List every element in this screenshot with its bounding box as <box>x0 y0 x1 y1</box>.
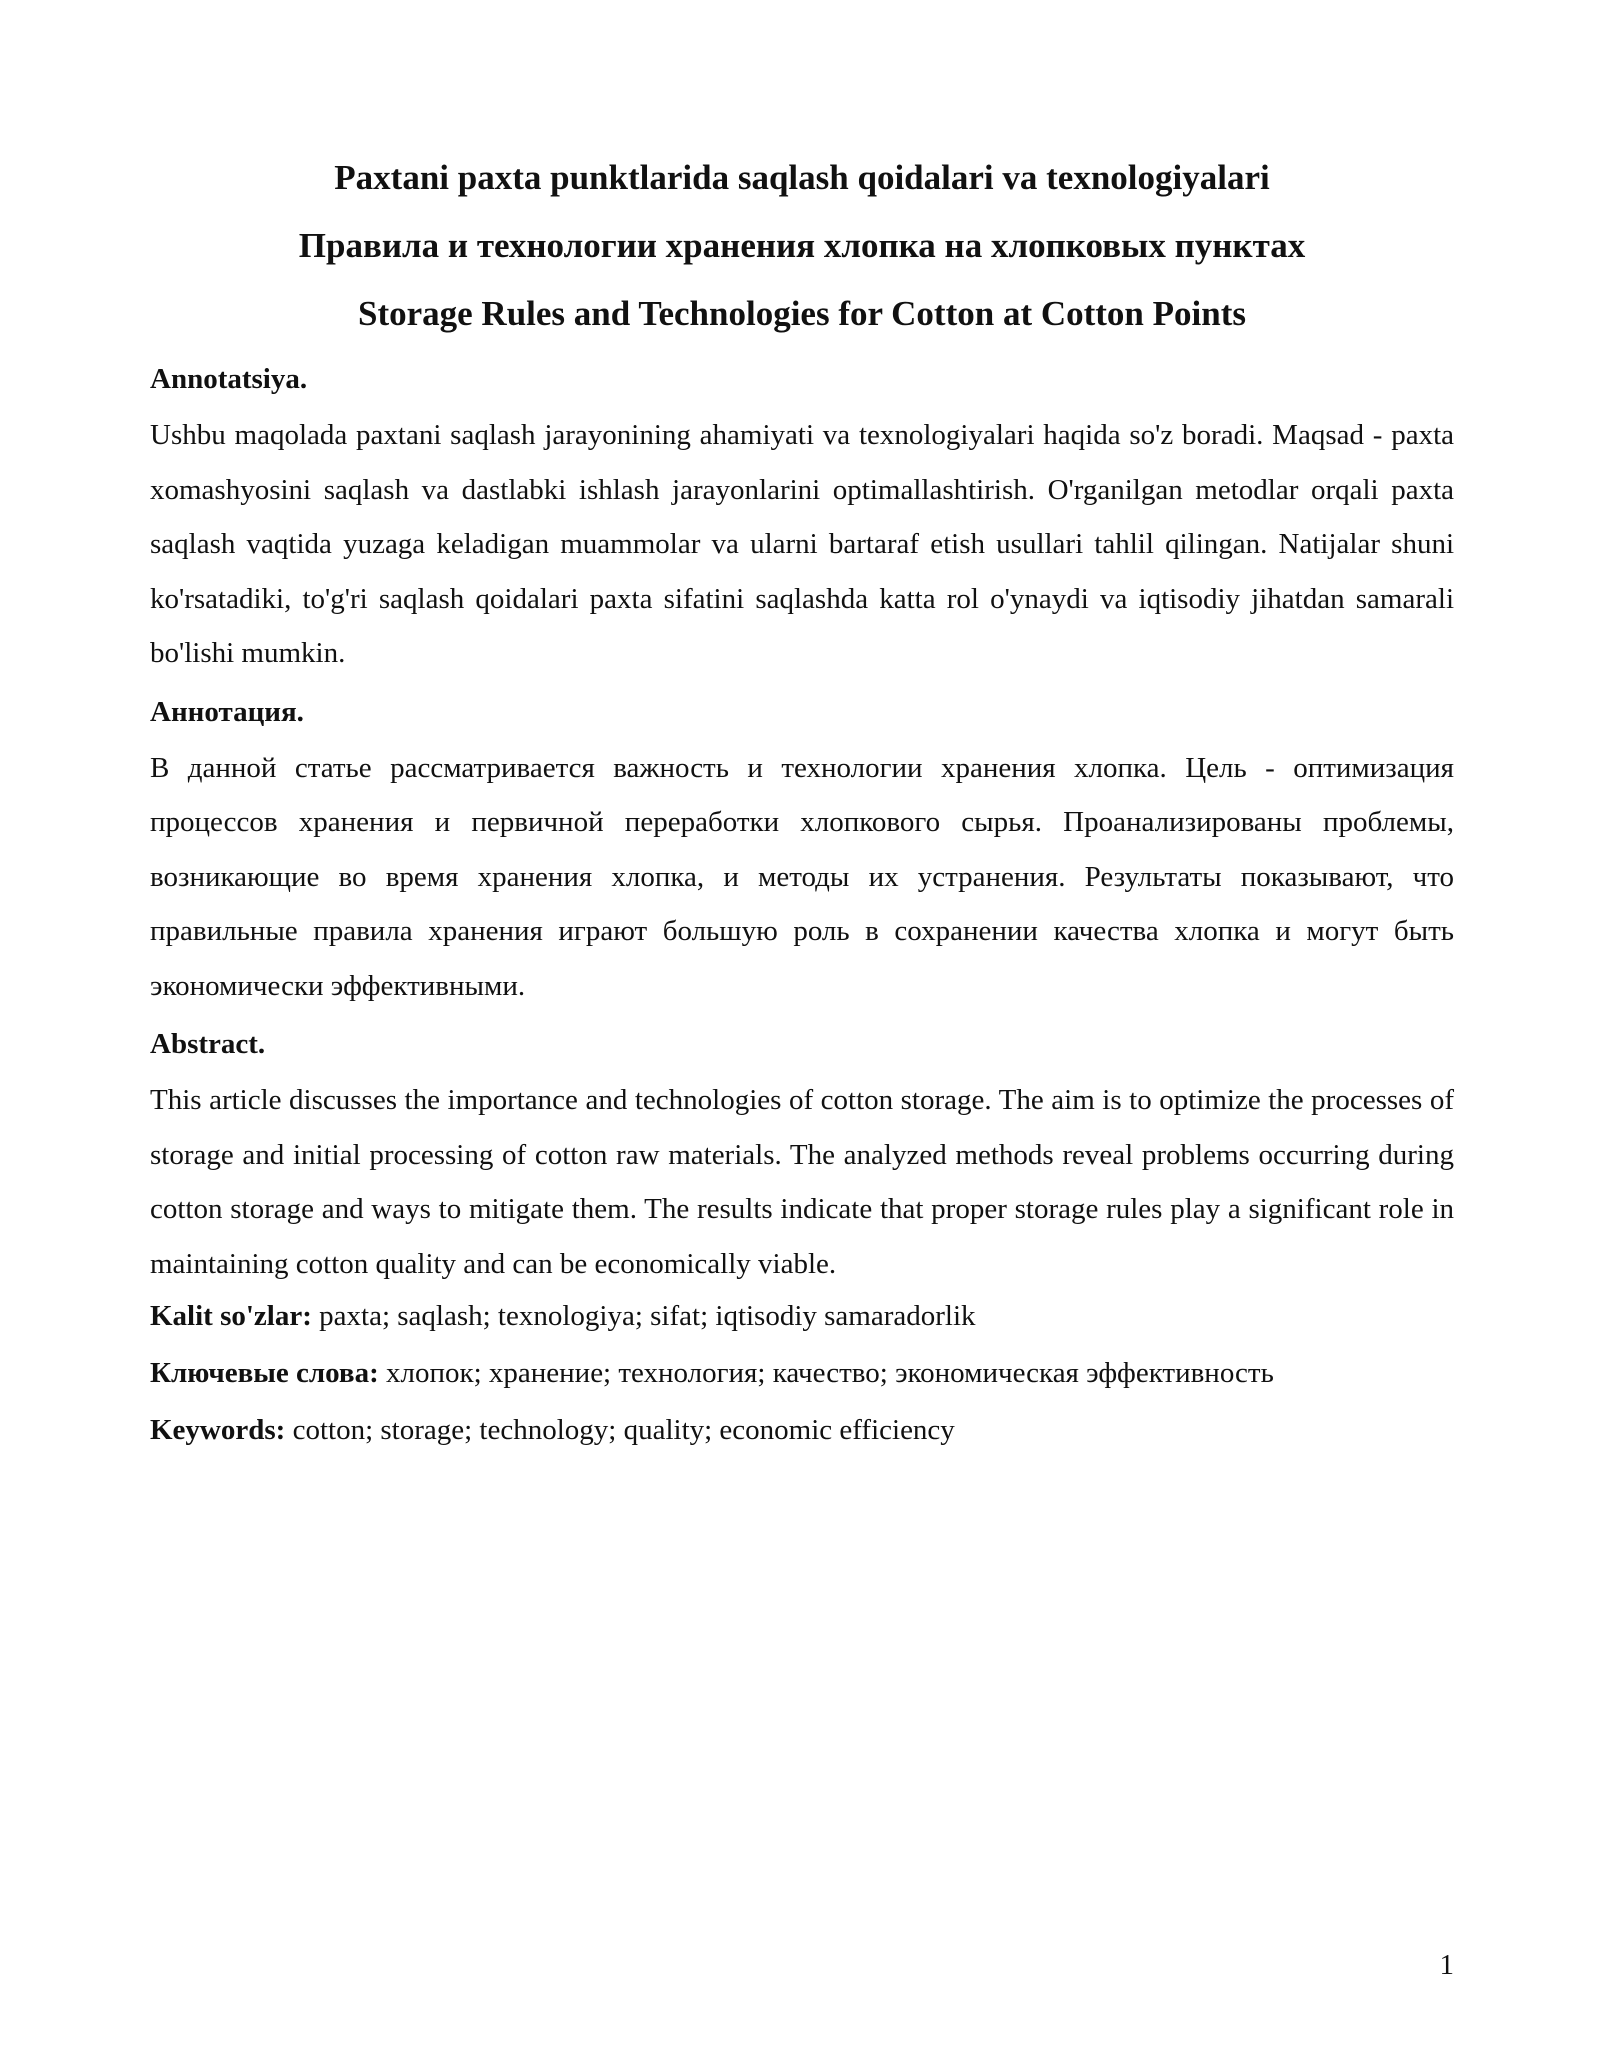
keywords-en <box>150 1411 1454 1449</box>
page-content <box>150 144 1454 1468</box>
keywords-ru <box>150 1354 1454 1392</box>
title-uzbek: Paxtani paxta punktlarida saqlash qoidalari va texnologiyalari <box>334 158 1270 197</box>
keywords-ru-value: хлопок; хранение; технология; качество; экономическая эффективность <box>378 1357 1274 1389</box>
keywords-en-label: Keywords: <box>150 1414 286 1446</box>
annotation-uz-text: Ushbu maqolada paxtani saqlash jarayonining ahamiyati va texnologiyalari haqida so'z boradi. Maqsad - paxta xomashyosini saqlash va dastlabki ishlash jarayonlarini optimallashtirish. O'rganilgan metodlar orqali paxta saqlash vaqtida yuzaga keladigan muammolar va ularni bartaraf etish usullari tahlil qilingan. Natijalar shuni ko'rsatadiki, to'g'ri saqlash qoidalari paxta sifatini saqlashda katta rol o'ynaydi va iqtisodiy jihatdan samarali bo'lishi mumkin. <box>150 419 1454 669</box>
annotation-ru-heading: Аннотация. <box>150 695 304 728</box>
abstract-en-heading: Abstract. <box>150 1028 266 1060</box>
keywords-ru-label: Ключевые слова: <box>150 1357 379 1389</box>
keywords-uz-value: paxta; saqlash; texnologiya; sifat; iqtisodiy samaradorlik <box>311 1300 976 1332</box>
abstract-en-text: This article discusses the importance and technologies of cotton storage. The aim is to optimize the processes of storage and initial processing of cotton raw materials. The analyzed methods reveal problems occurring during cotton storage and ways to mitigate them. The results indicate that proper storage rules play a significant role in maintaining cotton quality and can be economically viable. <box>150 1084 1454 1280</box>
title-english: Storage Rules and Technologies for Cotton at Cotton Points <box>357 294 1246 333</box>
keywords-en-value: cotton; storage; technology; quality; economic efficiency <box>285 1414 955 1446</box>
keywords-uz <box>150 1297 1454 1335</box>
page-number: 1 <box>1439 1949 1454 1981</box>
title-russian: Правила и технологии хранения хлопка на хлопковых пунктах <box>298 226 1306 265</box>
keywords-uz-label: Kalit so'zlar: <box>150 1300 312 1332</box>
annotation-ru-text: В данной статье рассматривается важность и технологии хранения хлопка. Цель - оптимизация процессов хранения и первичной переработки хлопкового сырья. Проанализированы проблемы, возникающие во время хранения хлопка, и методы их устранения. Результаты показывают, что правильные правила хранения играют большую роль в сохранении качества хлопка и могут быть экономически эффективными. <box>150 751 1454 1002</box>
annotation-uz-heading: Annotatsiya. <box>150 363 308 395</box>
